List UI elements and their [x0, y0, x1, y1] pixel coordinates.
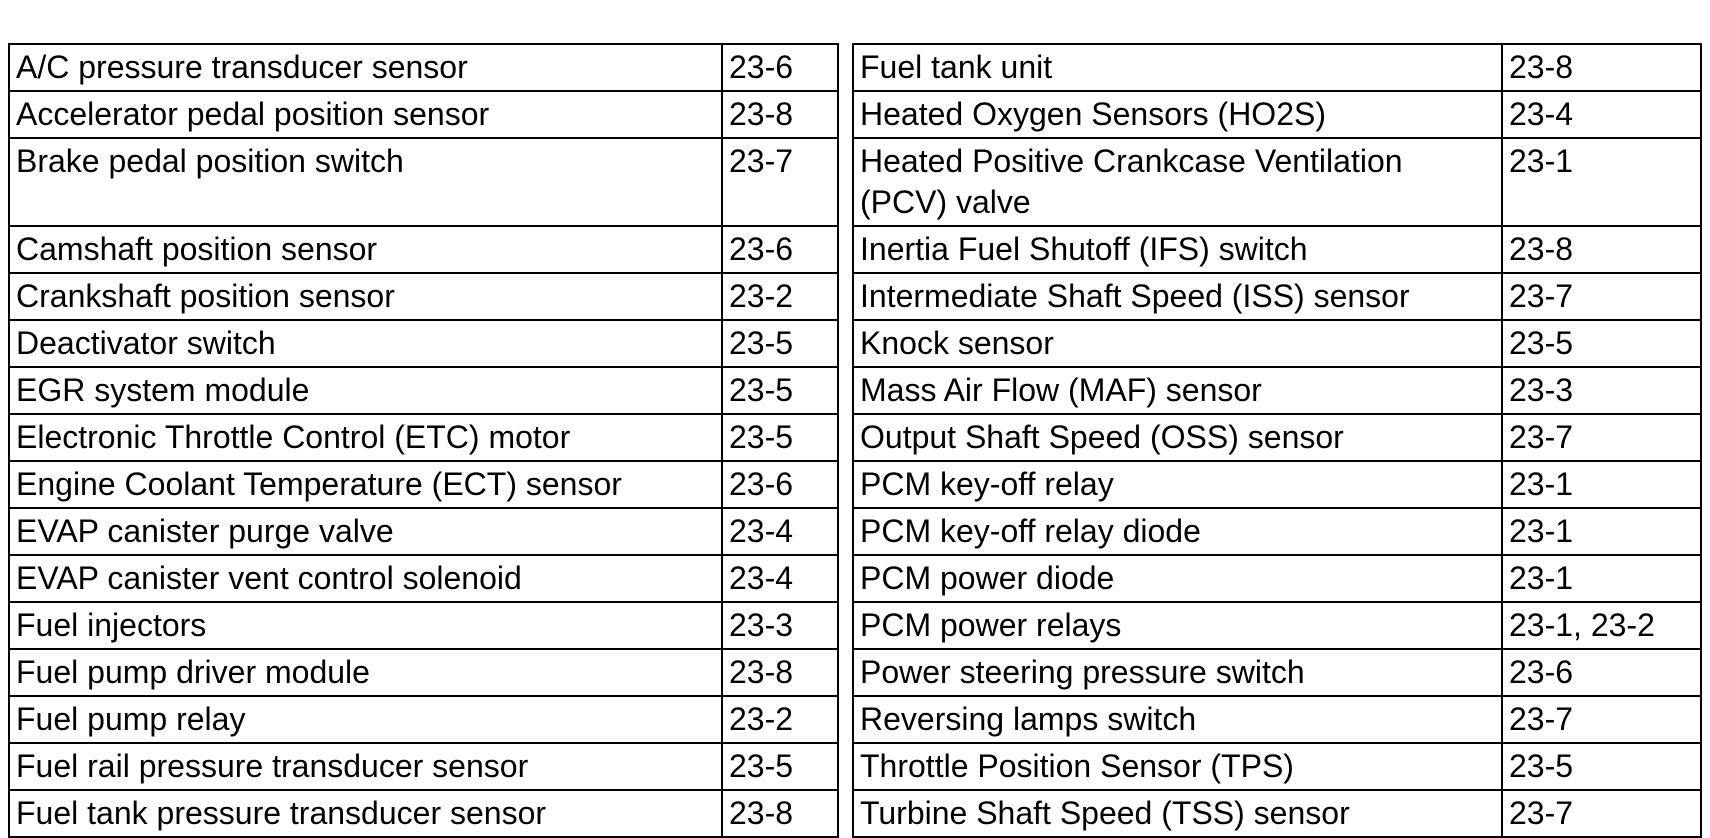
component-name: Fuel tank pressure transducer sensor [9, 790, 722, 837]
component-name: EVAP canister vent control solenoid [9, 555, 722, 602]
column-gap [838, 649, 853, 696]
page-reference: 23-5 [1502, 743, 1701, 790]
column-gap [838, 138, 853, 226]
table-row [9, 273, 1701, 320]
page-reference: 23-7 [1502, 790, 1701, 837]
page-reference: 23-1 [1502, 461, 1701, 508]
component-name: Fuel rail pressure transducer sensor [9, 743, 722, 790]
component-name: Intermediate Shaft Speed (ISS) sensor [853, 273, 1502, 320]
page-reference: 23-5 [722, 367, 838, 414]
table-row [9, 320, 1701, 367]
page-reference: 23-4 [1502, 91, 1701, 138]
column-gap [838, 44, 853, 91]
component-name: EVAP canister purge valve [9, 508, 722, 555]
component-name: Output Shaft Speed (OSS) sensor [853, 414, 1502, 461]
page-reference: 23-7 [1502, 273, 1701, 320]
component-name [853, 138, 1502, 226]
page-reference: 23-2 [722, 696, 838, 743]
component-name: Fuel tank unit [853, 44, 1502, 91]
page-reference: 23-1 [1502, 555, 1701, 602]
component-name: Power steering pressure switch [853, 649, 1502, 696]
component-name: Throttle Position Sensor (TPS) [853, 743, 1502, 790]
component-name: Fuel pump relay [9, 696, 722, 743]
page-reference: 23-5 [1502, 320, 1701, 367]
table-row [9, 226, 1701, 273]
page-reference: 23-6 [722, 226, 838, 273]
page-reference: 23-7 [1502, 696, 1701, 743]
column-gap [838, 743, 853, 790]
page-reference: 23-4 [722, 508, 838, 555]
component-name: PCM key-off relay diode [853, 508, 1502, 555]
page-reference: 23-5 [722, 743, 838, 790]
component-name: EGR system module [9, 367, 722, 414]
component-name: PCM key-off relay [853, 461, 1502, 508]
component-name: Electronic Throttle Control (ETC) motor [9, 414, 722, 461]
table-row [9, 743, 1701, 790]
component-index-table [8, 43, 1702, 838]
table-row [9, 649, 1701, 696]
table-row [9, 367, 1701, 414]
column-gap [838, 367, 853, 414]
table-row [9, 555, 1701, 602]
component-name: A/C pressure transducer sensor [9, 44, 722, 91]
table-row [9, 508, 1701, 555]
page-reference: 23-1 [1502, 138, 1701, 226]
page-reference: 23-1, 23-2 [1502, 602, 1701, 649]
page-reference: 23-3 [1502, 367, 1701, 414]
page-reference: 23-8 [722, 649, 838, 696]
component-name: Knock sensor [853, 320, 1502, 367]
component-name: Reversing lamps switch [853, 696, 1502, 743]
table-row [9, 138, 1701, 226]
page-reference: 23-7 [1502, 414, 1701, 461]
page-reference: 23-4 [722, 555, 838, 602]
component-name-line: Heated Positive Crankcase Ventilation [860, 143, 1403, 179]
page-reference: 23-3 [722, 602, 838, 649]
component-name: PCM power diode [853, 555, 1502, 602]
component-name: PCM power relays [853, 602, 1502, 649]
column-gap [838, 508, 853, 555]
table-row [9, 602, 1701, 649]
component-name: Brake pedal position switch [9, 138, 722, 226]
table-row [9, 44, 1701, 91]
column-gap [838, 696, 853, 743]
column-gap [838, 602, 853, 649]
page-reference: 23-8 [1502, 44, 1701, 91]
page-reference: 23-8 [722, 91, 838, 138]
component-name-line: (PCV) valve [860, 184, 1031, 220]
page-reference: 23-1 [1502, 508, 1701, 555]
page-reference: 23-6 [722, 44, 838, 91]
component-name: Turbine Shaft Speed (TSS) sensor [853, 790, 1502, 837]
page-reference: 23-2 [722, 273, 838, 320]
page-reference: 23-5 [722, 320, 838, 367]
column-gap [838, 91, 853, 138]
page-reference: 23-8 [1502, 226, 1701, 273]
table-row [9, 414, 1701, 461]
page-reference: 23-5 [722, 414, 838, 461]
page-reference: 23-6 [1502, 649, 1701, 696]
page-reference: 23-6 [722, 461, 838, 508]
column-gap [838, 273, 853, 320]
table-row [9, 696, 1701, 743]
column-gap [838, 790, 853, 837]
page-reference: 23-8 [722, 790, 838, 837]
component-name: Fuel injectors [9, 602, 722, 649]
component-name: Mass Air Flow (MAF) sensor [853, 367, 1502, 414]
component-name: Heated Oxygen Sensors (HO2S) [853, 91, 1502, 138]
column-gap [838, 414, 853, 461]
column-gap [838, 320, 853, 367]
component-name: Fuel pump driver module [9, 649, 722, 696]
column-gap [838, 226, 853, 273]
column-gap [838, 555, 853, 602]
component-name: Accelerator pedal position sensor [9, 91, 722, 138]
component-name: Deactivator switch [9, 320, 722, 367]
page-reference: 23-7 [722, 138, 838, 226]
component-name: Engine Coolant Temperature (ECT) sensor [9, 461, 722, 508]
component-name: Crankshaft position sensor [9, 273, 722, 320]
component-name: Camshaft position sensor [9, 226, 722, 273]
column-gap [838, 461, 853, 508]
table-row [9, 461, 1701, 508]
table-row [9, 790, 1701, 837]
component-name: Inertia Fuel Shutoff (IFS) switch [853, 226, 1502, 273]
table-row [9, 91, 1701, 138]
